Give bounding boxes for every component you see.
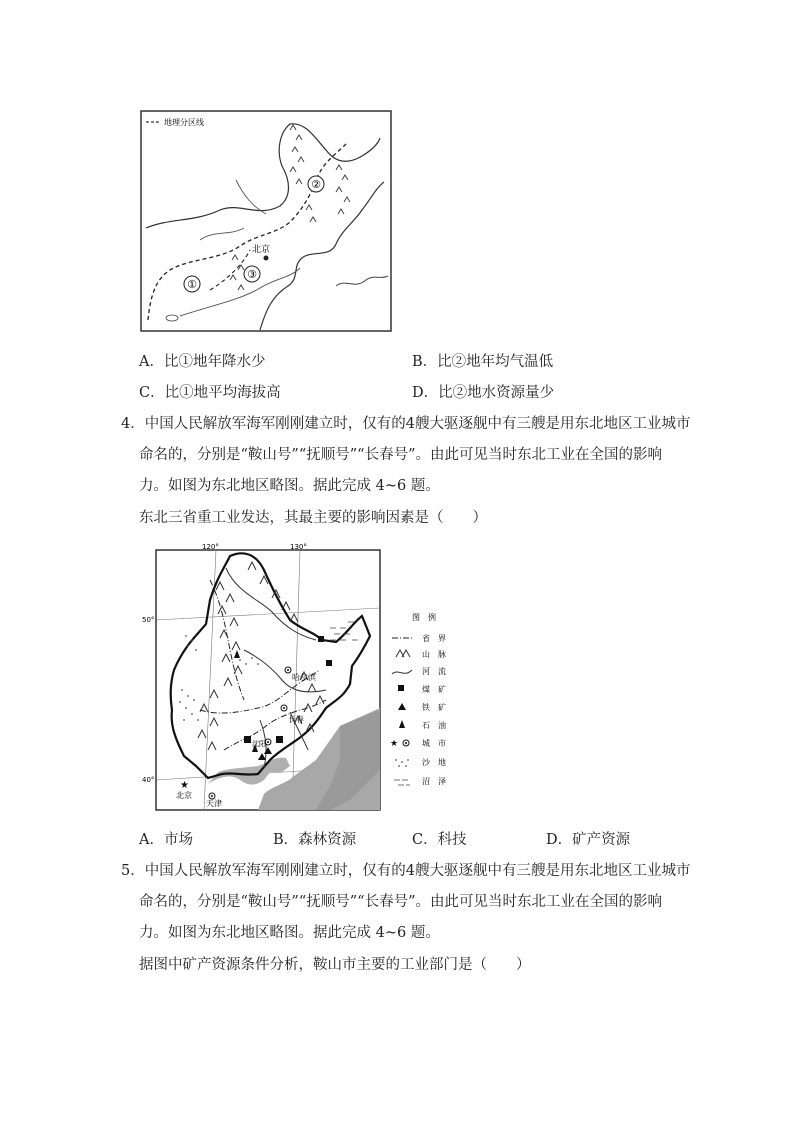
q4-question: 东北三省重工业发达，其最主要的影响因素是（ ） [139, 510, 487, 526]
legend-river: 河 流 [422, 667, 446, 676]
q4-stem-line1: 4．中国人民解放军海军刚刚建立时，仅有的4艘大驱逐舰中有三艘是用东北地区工业城市 [121, 416, 691, 432]
map2-city-changchun: 长春 [288, 715, 304, 724]
legend-coal: 煤 矿 [422, 685, 446, 694]
map1-city-beijing: 北京 [252, 245, 271, 255]
q5-stem-line1: 5．中国人民解放军海军刚刚建立时，仅有的4艘大驱逐舰中有三艘是用东北地区工业城市 [121, 863, 691, 879]
map1-label-2: ② [311, 178, 321, 191]
q5-stem-line3: 力。如图为东北地区略图。据此完成 4~6 题。 [139, 925, 440, 941]
q4-stem-line2: 命名的，分别是“鞍山号”“抚顺号”“长春号”。由此可见当时东北工业在全国的影响 [139, 447, 662, 463]
map2-legend [390, 612, 446, 786]
q4-option-a[interactable]: A．市场 [139, 832, 193, 848]
map2-city-beijing: 北京 [176, 791, 192, 800]
legend-mountain: 山 脉 [422, 650, 446, 659]
svg-text:★: ★ [180, 780, 189, 791]
map1-legend-label: 地理分区线 [164, 118, 204, 127]
q5-stem-line2: 命名的，分别是“鞍山号”“抚顺号”“长春号”。由此可见当时东北工业在全国的影响 [139, 894, 662, 910]
q4-option-d[interactable]: D．矿产资源 [546, 832, 631, 848]
q4-stem-line3: 力。如图为东北地区略图。据此完成 4~6 题。 [139, 478, 440, 494]
map2-city-harbin: 哈尔滨 [292, 673, 316, 682]
q4-option-c[interactable]: C．科技 [412, 832, 467, 848]
q5-question: 据图中矿产资源条件分析，鞍山市主要的工业部门是（ ） [139, 957, 531, 973]
q3-option-d[interactable]: D．比②地水资源量少 [412, 385, 555, 401]
map2-lon-120: 120° [202, 543, 219, 551]
map2-lat-50: 50° [142, 616, 155, 624]
legend-oil: 石 油 [422, 721, 446, 730]
map2-lon-130: 130° [290, 543, 307, 551]
q3-option-a[interactable]: A．比①地年降水少 [139, 354, 266, 370]
map2-city-shenyang: 沈阳 [252, 740, 266, 748]
q3-option-b[interactable]: B．比②地年均气温低 [412, 354, 554, 370]
legend-province-border: 省 界 [422, 634, 446, 643]
legend-iron: 铁 矿 [422, 703, 446, 712]
legend-sand: 沙 地 [422, 758, 446, 767]
legend-marsh: 沼 泽 [422, 777, 446, 786]
map2-legend-title: 图 例 [412, 613, 436, 622]
map2-city-tianjin: 天津 [206, 799, 222, 808]
map1-label-3: ③ [247, 268, 257, 281]
map1-label-1: ① [187, 278, 197, 291]
map2-lat-40: 40° [142, 776, 155, 784]
q3-option-c[interactable]: C．比①地平均海拔高 [139, 385, 281, 401]
legend-city: 城 市 [422, 739, 446, 748]
northeast-china-map [140, 540, 480, 814]
svg-text:★: ★ [390, 739, 399, 749]
north-china-map [140, 110, 392, 332]
q4-option-b[interactable]: B．森林资源 [273, 832, 357, 848]
